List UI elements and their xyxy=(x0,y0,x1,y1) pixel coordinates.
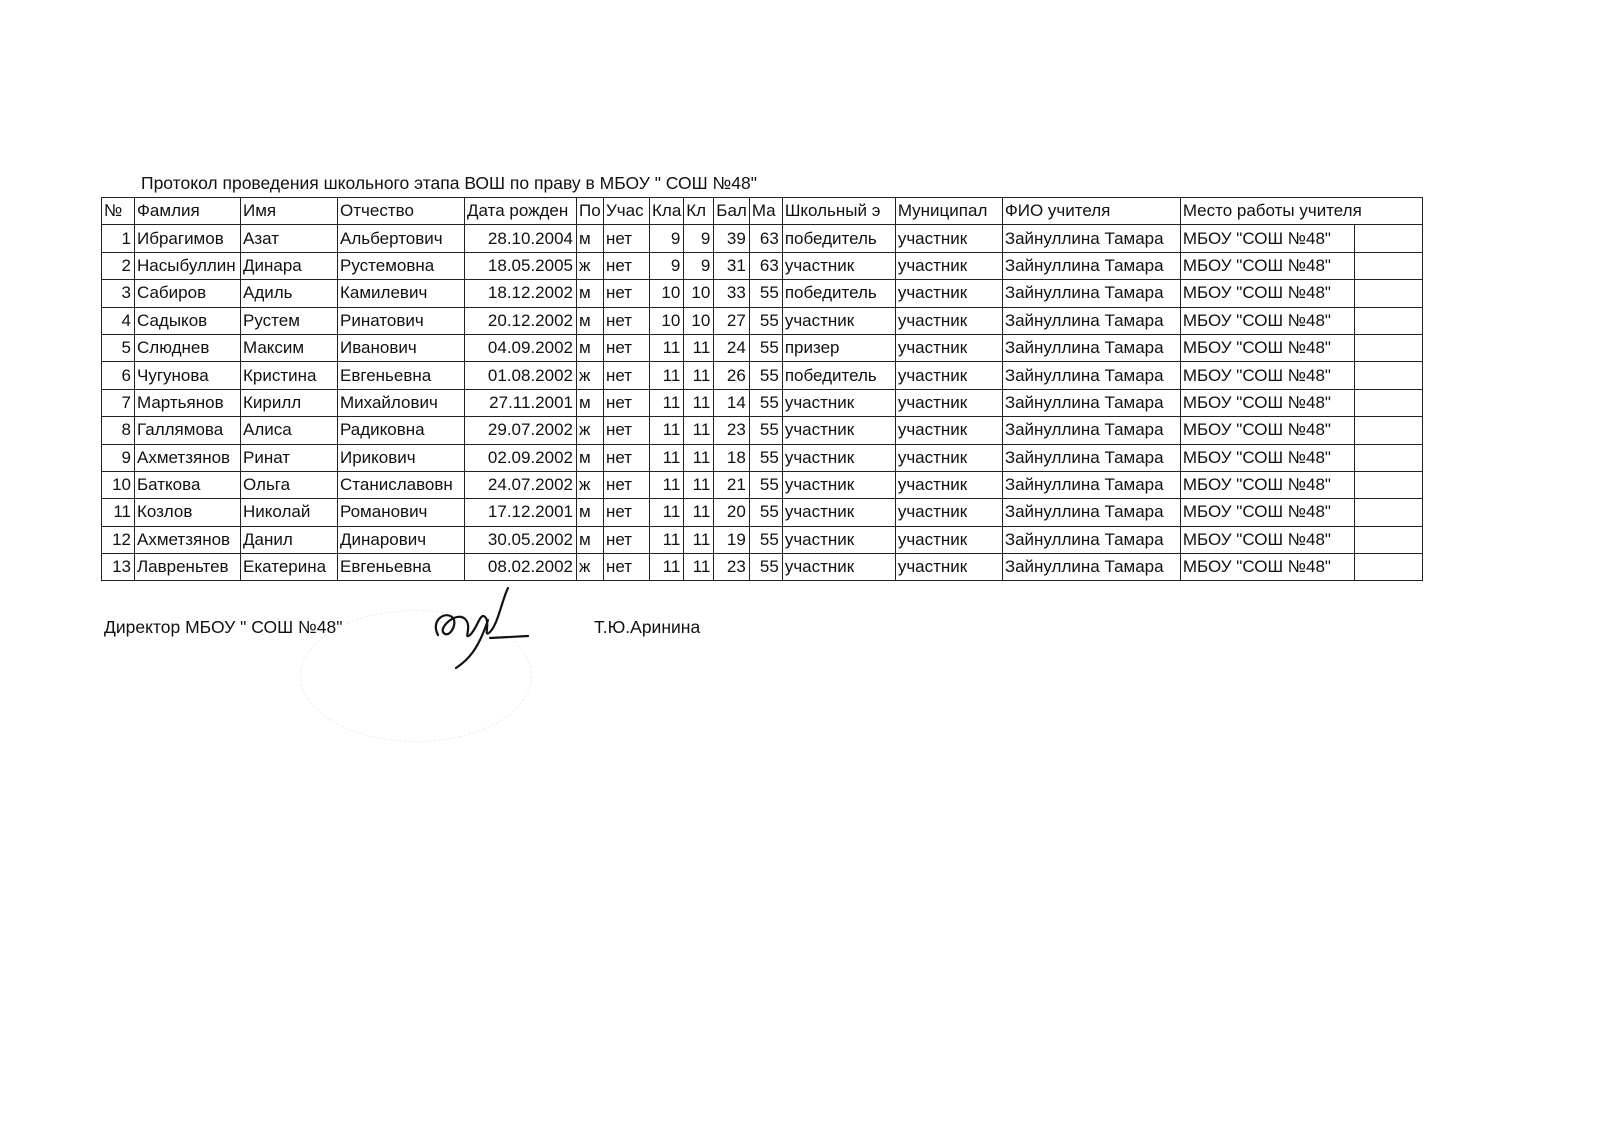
cell-surname: Слюднев xyxy=(135,334,241,361)
cell-teacher: Зайнуллина Тамара xyxy=(1002,444,1180,471)
cell-workplace: МБОУ "СОШ №48" xyxy=(1180,280,1354,307)
cell-patronymic: Иванович xyxy=(338,334,465,361)
cell-name: Кирилл xyxy=(241,389,338,416)
header-class-2: Кл xyxy=(684,198,714,225)
cell-municipal: участник xyxy=(895,252,1002,279)
cell-school: участник xyxy=(782,389,895,416)
cell-name: Кристина xyxy=(241,362,338,389)
cell-max: 55 xyxy=(749,554,782,581)
cell-school: участник xyxy=(782,499,895,526)
cell-part: нет xyxy=(604,471,650,498)
cell-sex: м xyxy=(577,444,604,471)
cell-municipal: участник xyxy=(895,280,1002,307)
cell-score: 31 xyxy=(714,252,750,279)
cell-dob: 29.07.2002 xyxy=(465,417,577,444)
cell-sex: м xyxy=(577,334,604,361)
cell-max: 55 xyxy=(749,307,782,334)
cell-municipal: участник xyxy=(895,554,1002,581)
cell-teacher: Зайнуллина Тамара xyxy=(1002,252,1180,279)
table-row xyxy=(102,444,1423,471)
header-teacher: ФИО учителя xyxy=(1002,198,1180,225)
stamp-mark xyxy=(300,610,532,742)
cell-max: 55 xyxy=(749,417,782,444)
cell-score: 26 xyxy=(714,362,750,389)
cell-sex: ж xyxy=(577,554,604,581)
cell-max: 63 xyxy=(749,225,782,252)
cell-patronymic: Станиславовн xyxy=(338,471,465,498)
cell-name: Адиль xyxy=(241,280,338,307)
cell-municipal: участник xyxy=(895,499,1002,526)
results-table xyxy=(101,197,1423,581)
cell-class2: 10 xyxy=(684,307,714,334)
cell-dob: 04.09.2002 xyxy=(465,334,577,361)
cell-surname: Ахметзянов xyxy=(135,444,241,471)
cell-score: 33 xyxy=(714,280,750,307)
cell-n: 11 xyxy=(102,499,135,526)
cell-class2: 11 xyxy=(684,417,714,444)
table-row xyxy=(102,307,1423,334)
cell-surname: Галлямова xyxy=(135,417,241,444)
document-title: Протокол проведения школьного этапа ВОШ по праву в МБОУ " СОШ №48" xyxy=(141,173,757,193)
cell-n: 8 xyxy=(102,417,135,444)
cell-class2: 11 xyxy=(684,389,714,416)
cell-part: нет xyxy=(604,362,650,389)
cell-max: 55 xyxy=(749,444,782,471)
cell-score: 23 xyxy=(714,417,750,444)
cell-max: 55 xyxy=(749,280,782,307)
cell-name: Екатерина xyxy=(241,554,338,581)
cell-class1: 9 xyxy=(650,252,684,279)
cell-school: участник xyxy=(782,307,895,334)
cell-name: Алиса xyxy=(241,417,338,444)
header-name: Имя xyxy=(241,198,338,225)
header-patronymic: Отчество xyxy=(338,198,465,225)
cell-patronymic: Романович xyxy=(338,499,465,526)
cell-surname: Мартьянов xyxy=(135,389,241,416)
cell-name: Рустем xyxy=(241,307,338,334)
cell-n: 12 xyxy=(102,526,135,553)
header-num: № xyxy=(102,198,135,225)
cell-surname: Чугунова xyxy=(135,362,241,389)
cell-school: победитель xyxy=(782,362,895,389)
cell-part: нет xyxy=(604,225,650,252)
table-row xyxy=(102,554,1423,581)
cell-dob: 30.05.2002 xyxy=(465,526,577,553)
cell-score: 24 xyxy=(714,334,750,361)
cell-dob: 27.11.2001 xyxy=(465,389,577,416)
cell-workplace: МБОУ "СОШ №48" xyxy=(1180,499,1354,526)
cell-part: нет xyxy=(604,444,650,471)
cell-dob: 18.05.2005 xyxy=(465,252,577,279)
table-row xyxy=(102,471,1423,498)
cell-n: 13 xyxy=(102,554,135,581)
cell-empty xyxy=(1354,225,1422,252)
cell-workplace: МБОУ "СОШ №48" xyxy=(1180,389,1354,416)
cell-class1: 11 xyxy=(650,417,684,444)
cell-teacher: Зайнуллина Тамара xyxy=(1002,280,1180,307)
cell-empty xyxy=(1354,554,1422,581)
cell-n: 9 xyxy=(102,444,135,471)
cell-n: 1 xyxy=(102,225,135,252)
header-sex: По xyxy=(577,198,604,225)
table-header-row xyxy=(102,198,1423,225)
cell-sex: м xyxy=(577,389,604,416)
cell-score: 39 xyxy=(714,225,750,252)
cell-sex: м xyxy=(577,526,604,553)
cell-score: 14 xyxy=(714,389,750,416)
cell-municipal: участник xyxy=(895,526,1002,553)
cell-surname: Ибрагимов xyxy=(135,225,241,252)
cell-class1: 10 xyxy=(650,280,684,307)
cell-class1: 11 xyxy=(650,362,684,389)
cell-sex: ж xyxy=(577,252,604,279)
cell-surname: Сабиров xyxy=(135,280,241,307)
cell-patronymic: Евгеньевна xyxy=(338,554,465,581)
cell-empty xyxy=(1354,417,1422,444)
cell-municipal: участник xyxy=(895,417,1002,444)
cell-patronymic: Динарович xyxy=(338,526,465,553)
cell-surname: Козлов xyxy=(135,499,241,526)
cell-class1: 11 xyxy=(650,444,684,471)
cell-workplace: МБОУ "СОШ №48" xyxy=(1180,334,1354,361)
cell-teacher: Зайнуллина Тамара xyxy=(1002,417,1180,444)
cell-name: Азат xyxy=(241,225,338,252)
cell-sex: м xyxy=(577,280,604,307)
cell-class1: 10 xyxy=(650,307,684,334)
cell-class2: 11 xyxy=(684,526,714,553)
cell-class2: 11 xyxy=(684,444,714,471)
cell-class2: 11 xyxy=(684,554,714,581)
director-name: Т.Ю.Аринина xyxy=(594,617,701,637)
cell-class2: 11 xyxy=(684,334,714,361)
table-row xyxy=(102,280,1423,307)
cell-workplace: МБОУ "СОШ №48" xyxy=(1180,554,1354,581)
cell-name: Ринат xyxy=(241,444,338,471)
cell-part: нет xyxy=(604,307,650,334)
cell-name: Данил xyxy=(241,526,338,553)
cell-empty xyxy=(1354,499,1422,526)
header-school-stage: Школьный э xyxy=(782,198,895,225)
cell-surname: Насыбуллин xyxy=(135,252,241,279)
cell-empty xyxy=(1354,471,1422,498)
cell-sex: ж xyxy=(577,417,604,444)
cell-school: участник xyxy=(782,444,895,471)
cell-workplace: МБОУ "СОШ №48" xyxy=(1180,362,1354,389)
cell-teacher: Зайнуллина Тамара xyxy=(1002,362,1180,389)
cell-part: нет xyxy=(604,417,650,444)
cell-school: участник xyxy=(782,471,895,498)
cell-workplace: МБОУ "СОШ №48" xyxy=(1180,417,1354,444)
cell-patronymic: Ринатович xyxy=(338,307,465,334)
cell-dob: 18.12.2002 xyxy=(465,280,577,307)
cell-name: Динара xyxy=(241,252,338,279)
cell-class1: 11 xyxy=(650,334,684,361)
cell-dob: 01.08.2002 xyxy=(465,362,577,389)
cell-part: нет xyxy=(604,554,650,581)
cell-score: 23 xyxy=(714,554,750,581)
table-row xyxy=(102,252,1423,279)
table-row xyxy=(102,526,1423,553)
cell-empty xyxy=(1354,280,1422,307)
header-municipal: Муниципал xyxy=(895,198,1002,225)
cell-patronymic: Камилевич xyxy=(338,280,465,307)
cell-school: участник xyxy=(782,554,895,581)
table-body xyxy=(102,225,1423,581)
header-max: Ма xyxy=(749,198,782,225)
cell-surname: Садыков xyxy=(135,307,241,334)
cell-workplace: МБОУ "СОШ №48" xyxy=(1180,225,1354,252)
cell-municipal: участник xyxy=(895,444,1002,471)
cell-teacher: Зайнуллина Тамара xyxy=(1002,554,1180,581)
cell-name: Николай xyxy=(241,499,338,526)
table-row xyxy=(102,499,1423,526)
cell-n: 7 xyxy=(102,389,135,416)
cell-workplace: МБОУ "СОШ №48" xyxy=(1180,444,1354,471)
cell-part: нет xyxy=(604,499,650,526)
cell-school: победитель xyxy=(782,225,895,252)
cell-dob: 20.12.2002 xyxy=(465,307,577,334)
cell-class1: 11 xyxy=(650,526,684,553)
cell-empty xyxy=(1354,526,1422,553)
cell-max: 55 xyxy=(749,499,782,526)
cell-part: нет xyxy=(604,252,650,279)
cell-teacher: Зайнуллина Тамара xyxy=(1002,389,1180,416)
cell-score: 19 xyxy=(714,526,750,553)
cell-patronymic: Ирикович xyxy=(338,444,465,471)
cell-max: 55 xyxy=(749,526,782,553)
cell-workplace: МБОУ "СОШ №48" xyxy=(1180,307,1354,334)
cell-class1: 11 xyxy=(650,554,684,581)
cell-municipal: участник xyxy=(895,389,1002,416)
header-surname: Фамлия xyxy=(135,198,241,225)
cell-score: 27 xyxy=(714,307,750,334)
cell-class2: 9 xyxy=(684,252,714,279)
cell-sex: ж xyxy=(577,362,604,389)
cell-municipal: участник xyxy=(895,334,1002,361)
cell-teacher: Зайнуллина Тамара xyxy=(1002,499,1180,526)
cell-workplace: МБОУ "СОШ №48" xyxy=(1180,471,1354,498)
cell-school: участник xyxy=(782,526,895,553)
cell-n: 3 xyxy=(102,280,135,307)
cell-max: 55 xyxy=(749,471,782,498)
cell-surname: Лавреньтев xyxy=(135,554,241,581)
header-workplace: Место работы учителя xyxy=(1180,198,1422,225)
cell-n: 4 xyxy=(102,307,135,334)
cell-empty xyxy=(1354,334,1422,361)
cell-sex: ж xyxy=(577,471,604,498)
cell-sex: м xyxy=(577,225,604,252)
cell-dob: 24.07.2002 xyxy=(465,471,577,498)
cell-dob: 28.10.2004 xyxy=(465,225,577,252)
cell-score: 18 xyxy=(714,444,750,471)
cell-dob: 17.12.2001 xyxy=(465,499,577,526)
cell-workplace: МБОУ "СОШ №48" xyxy=(1180,526,1354,553)
cell-max: 63 xyxy=(749,252,782,279)
header-score: Бал xyxy=(714,198,750,225)
cell-surname: Баткова xyxy=(135,471,241,498)
cell-class1: 11 xyxy=(650,499,684,526)
cell-class2: 11 xyxy=(684,362,714,389)
cell-teacher: Зайнуллина Тамара xyxy=(1002,225,1180,252)
cell-n: 6 xyxy=(102,362,135,389)
header-class-1: Кла xyxy=(650,198,684,225)
cell-n: 5 xyxy=(102,334,135,361)
cell-max: 55 xyxy=(749,389,782,416)
cell-name: Ольга xyxy=(241,471,338,498)
cell-patronymic: Радиковна xyxy=(338,417,465,444)
cell-teacher: Зайнуллина Тамара xyxy=(1002,471,1180,498)
cell-class2: 9 xyxy=(684,225,714,252)
cell-empty xyxy=(1354,444,1422,471)
cell-school: призер xyxy=(782,334,895,361)
header-participation: Учас xyxy=(604,198,650,225)
cell-max: 55 xyxy=(749,334,782,361)
cell-dob: 02.09.2002 xyxy=(465,444,577,471)
cell-patronymic: Альбертович xyxy=(338,225,465,252)
table-row xyxy=(102,389,1423,416)
director-label: Директор МБОУ " СОШ №48" xyxy=(104,617,343,637)
cell-municipal: участник xyxy=(895,362,1002,389)
cell-n: 10 xyxy=(102,471,135,498)
cell-municipal: участник xyxy=(895,225,1002,252)
cell-empty xyxy=(1354,389,1422,416)
cell-name: Максим xyxy=(241,334,338,361)
cell-part: нет xyxy=(604,526,650,553)
cell-teacher: Зайнуллина Тамара xyxy=(1002,307,1180,334)
cell-score: 21 xyxy=(714,471,750,498)
cell-score: 20 xyxy=(714,499,750,526)
cell-school: участник xyxy=(782,417,895,444)
cell-sex: м xyxy=(577,499,604,526)
cell-workplace: МБОУ "СОШ №48" xyxy=(1180,252,1354,279)
cell-school: участник xyxy=(782,252,895,279)
cell-surname: Ахметзянов xyxy=(135,526,241,553)
cell-class1: 11 xyxy=(650,471,684,498)
table-row xyxy=(102,362,1423,389)
cell-part: нет xyxy=(604,389,650,416)
cell-class1: 9 xyxy=(650,225,684,252)
header-dob: Дата рожден xyxy=(465,198,577,225)
cell-empty xyxy=(1354,252,1422,279)
table-row xyxy=(102,334,1423,361)
cell-class2: 10 xyxy=(684,280,714,307)
cell-n: 2 xyxy=(102,252,135,279)
cell-patronymic: Рустемовна xyxy=(338,252,465,279)
cell-empty xyxy=(1354,307,1422,334)
cell-patronymic: Михайлович xyxy=(338,389,465,416)
cell-class2: 11 xyxy=(684,499,714,526)
cell-school: победитель xyxy=(782,280,895,307)
cell-teacher: Зайнуллина Тамара xyxy=(1002,334,1180,361)
cell-municipal: участник xyxy=(895,307,1002,334)
table-row xyxy=(102,417,1423,444)
cell-dob: 08.02.2002 xyxy=(465,554,577,581)
cell-empty xyxy=(1354,362,1422,389)
cell-patronymic: Евгеньевна xyxy=(338,362,465,389)
cell-class1: 11 xyxy=(650,389,684,416)
cell-municipal: участник xyxy=(895,471,1002,498)
cell-class2: 11 xyxy=(684,471,714,498)
cell-teacher: Зайнуллина Тамара xyxy=(1002,526,1180,553)
table-row xyxy=(102,225,1423,252)
cell-max: 55 xyxy=(749,362,782,389)
cell-part: нет xyxy=(604,334,650,361)
cell-sex: м xyxy=(577,307,604,334)
cell-part: нет xyxy=(604,280,650,307)
